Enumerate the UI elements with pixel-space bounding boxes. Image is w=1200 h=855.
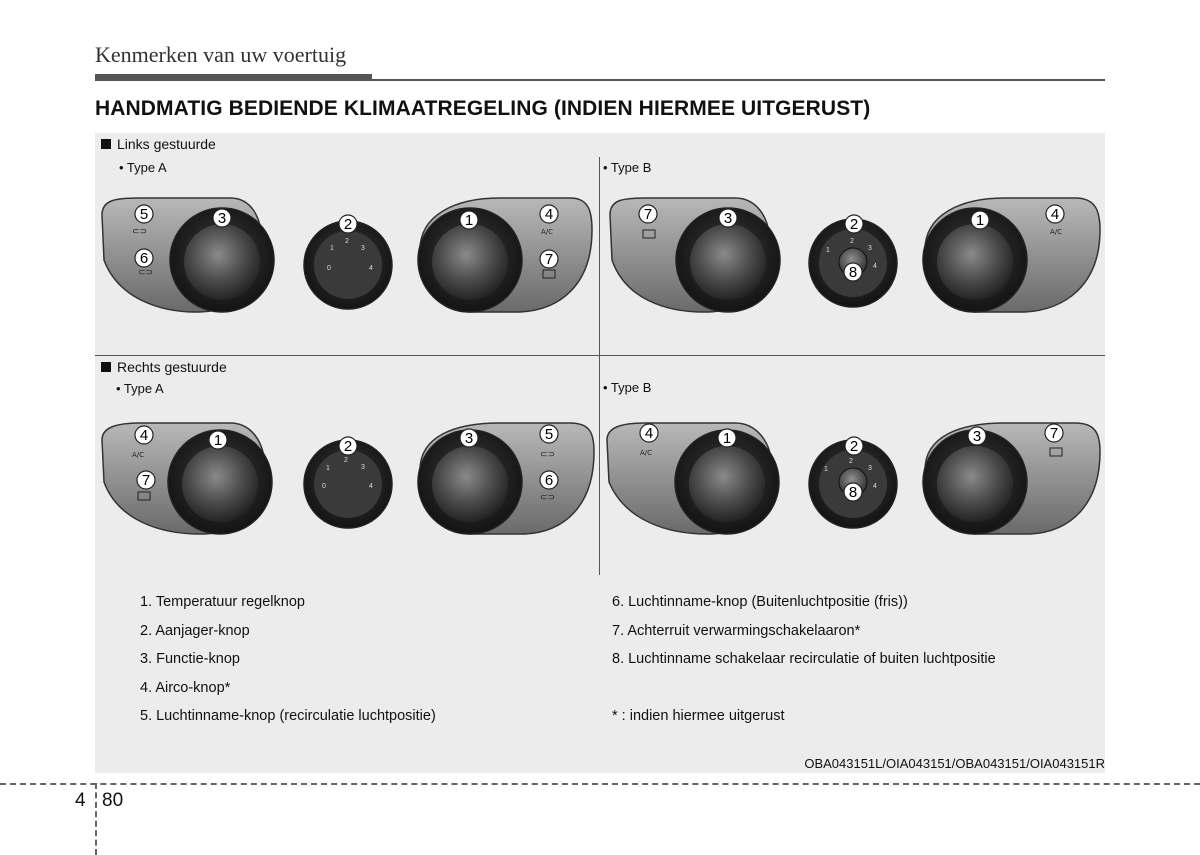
callout-2 [339,215,357,233]
callout-3 [213,209,231,227]
svg-text:4: 4 [1050,206,1060,223]
svg-text:4: 4 [873,483,877,490]
ac-text: A/C [1050,228,1063,236]
ac-text: A/C [132,451,145,459]
callout-6 [540,471,558,489]
callout-4 [1046,205,1064,223]
running-header: Kenmerken van uw voertuig [95,42,347,67]
type-a-label-top: • Type A [119,160,167,175]
section-title: HANDMATIG BEDIENDE KLIMAATREGELING (INDIEN HIERMEE UITGERUST) [95,97,871,120]
svg-text:8: 8 [848,484,858,501]
legend-item: 3. Functie-knop [140,651,240,667]
chapter-number: 4 [75,790,86,811]
svg-text:4: 4 [544,206,554,223]
svg-text:1: 1 [213,432,223,449]
svg-text:7: 7 [544,251,554,268]
callout-6 [135,249,153,267]
footer-dashed-divider [95,783,97,855]
callout-3 [719,209,737,227]
group-label-text: Rechts gestuurde [117,359,227,375]
svg-text:3: 3 [361,245,365,252]
legend-item: 4. Airco-knop* [140,679,231,696]
page-number: 80 [102,790,124,811]
svg-text:1: 1 [975,212,985,229]
legend-item: 8. Luchtinname schakelaar recirculatie of buiten luchtpositie [612,651,996,667]
svg-text:3: 3 [972,428,982,445]
group-label-text: Links gestuurde [117,136,216,152]
legend-item: 2. Aanjager-knop [140,622,250,639]
type-b-label-bottom: • Type B [603,380,652,395]
callout-1 [209,431,227,449]
svg-text:2: 2 [343,216,353,233]
ac-text: A/C [541,228,554,236]
legend-item: 6. Luchtinname-knop (Buitenluchtpositie (fris)) [612,594,908,610]
callout-4 [640,424,658,442]
svg-text:⊂⊃: ⊂⊃ [540,450,556,460]
footnote: * : indien hiermee uitgerust [612,708,785,724]
callout-8 [844,483,862,501]
type-a-label-bottom: • Type A [116,381,164,396]
svg-text:3: 3 [868,245,872,252]
legend-right [612,588,996,674]
svg-text:7: 7 [643,206,653,223]
svg-text:6: 6 [544,472,554,489]
callout-1 [460,211,478,229]
callout-8 [844,263,862,281]
svg-text:2: 2 [343,438,353,455]
svg-text:4: 4 [369,265,373,272]
callout-2 [339,437,357,455]
svg-text:2: 2 [345,238,349,245]
svg-text:7: 7 [141,472,151,489]
svg-text:3: 3 [361,464,365,471]
svg-text:3: 3 [868,465,872,472]
svg-text:4: 4 [644,425,654,442]
callout-1 [718,429,736,447]
svg-text:2: 2 [849,438,859,455]
callout-7 [1045,424,1063,442]
svg-text:0: 0 [327,265,331,272]
legend-item: 7. Achterruit verwarmingschakelaaron* [612,622,861,639]
callout-3 [968,427,986,445]
callout-4 [540,205,558,223]
svg-text:8: 8 [848,264,858,281]
svg-text:0: 0 [322,483,326,490]
svg-text:2: 2 [850,238,854,245]
svg-text:1: 1 [826,247,830,254]
svg-text:3: 3 [464,430,474,447]
legend-left [140,588,436,731]
svg-text:6: 6 [139,250,149,267]
svg-text:2: 2 [849,458,853,465]
callout-2 [845,437,863,455]
callout-5 [540,425,558,443]
callout-5 [135,205,153,223]
type-b-label-top: • Type B [603,160,652,175]
svg-text:1: 1 [464,212,474,229]
svg-text:2: 2 [849,216,859,233]
legend-item: 5. Luchtinname-knop (recirculatie luchtpositie) [140,708,436,724]
svg-text:⊂⊃: ⊂⊃ [540,493,556,503]
callout-7 [639,205,657,223]
legend-item: 1. Temperatuur regelknop [140,594,305,610]
svg-text:4: 4 [139,427,149,444]
callout-4 [135,426,153,444]
callout-2 [845,215,863,233]
svg-text:⊂⊃: ⊂⊃ [138,268,154,278]
svg-text:2: 2 [344,457,348,464]
footer-dashed-rule [0,783,1200,785]
svg-text:⊂⊃: ⊂⊃ [132,227,148,237]
callout-7 [540,250,558,268]
svg-text:5: 5 [544,426,554,443]
svg-text:3: 3 [217,210,227,227]
svg-text:1: 1 [722,430,732,447]
svg-text:1: 1 [330,245,334,252]
ac-text: A/C [640,449,653,457]
callout-7 [137,471,155,489]
svg-text:1: 1 [824,466,828,473]
svg-text:1: 1 [326,465,330,472]
svg-text:5: 5 [139,206,149,223]
figure-code: OBA043151L/OIA043151/OBA043151/OIA043151R [804,756,1105,771]
callout-1 [971,211,989,229]
svg-text:4: 4 [369,483,373,490]
svg-text:4: 4 [873,263,877,270]
svg-text:7: 7 [1049,425,1059,442]
svg-text:3: 3 [723,210,733,227]
callout-3 [460,429,478,447]
